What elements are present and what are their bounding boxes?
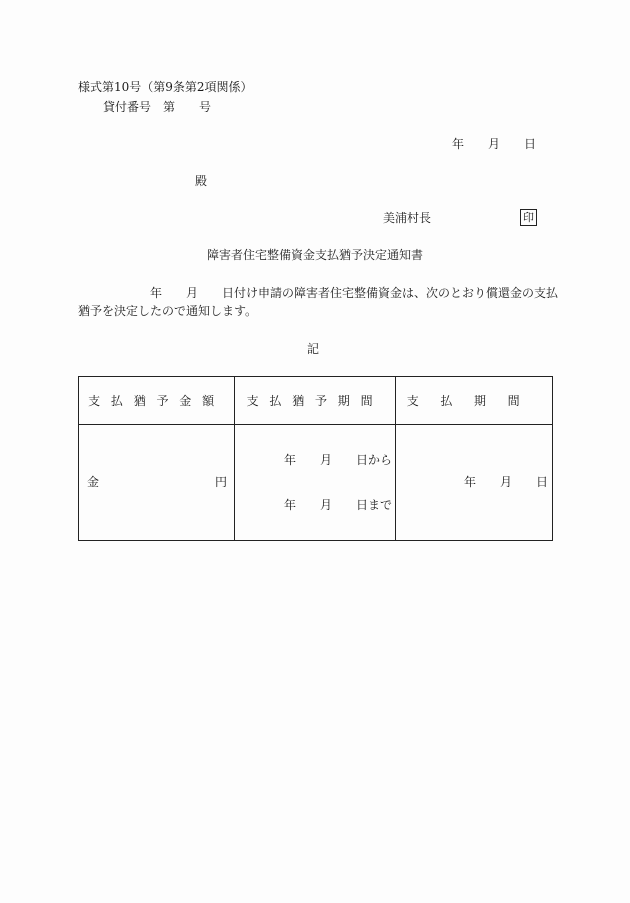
table-row [79,425,553,541]
amount-cell [79,425,235,541]
addressee-honorific: 殿 [195,174,208,188]
amount-prefix: 金 [87,475,100,489]
note-heading: 記 [307,342,320,356]
form-label: 様式第10号（第9条第2項関係） [78,80,253,94]
payment-cell [396,425,553,541]
issue-date: 年 月 日 [452,137,537,151]
period-cell [235,425,396,541]
header-payment-period: 支払期間 [396,377,553,425]
body-line-1: 年 月 日付け申請の障害者住宅整備資金は、次のとおり償還金の支払 [150,286,559,300]
header-deferral-amount: 支払猶予金額 [79,377,235,425]
period-to: 年 月 日まで [284,498,393,512]
body-line-2: 猶予を決定したので通知します。 [78,304,258,318]
sender-name: 美浦村長 [383,211,432,225]
table-header-row [79,377,553,425]
deferral-table [78,376,553,541]
loan-number: 貸付番号 第 号 [103,100,212,114]
document-title: 障害者住宅整備資金支払猶予決定通知書 [207,248,424,262]
payment-date: 年 月 日 [464,475,549,489]
amount-suffix: 円 [215,475,228,489]
seal-mark: 印 [520,209,537,226]
header-deferral-period: 支払猶予期間 [235,377,396,425]
period-from: 年 月 日から [284,453,393,467]
